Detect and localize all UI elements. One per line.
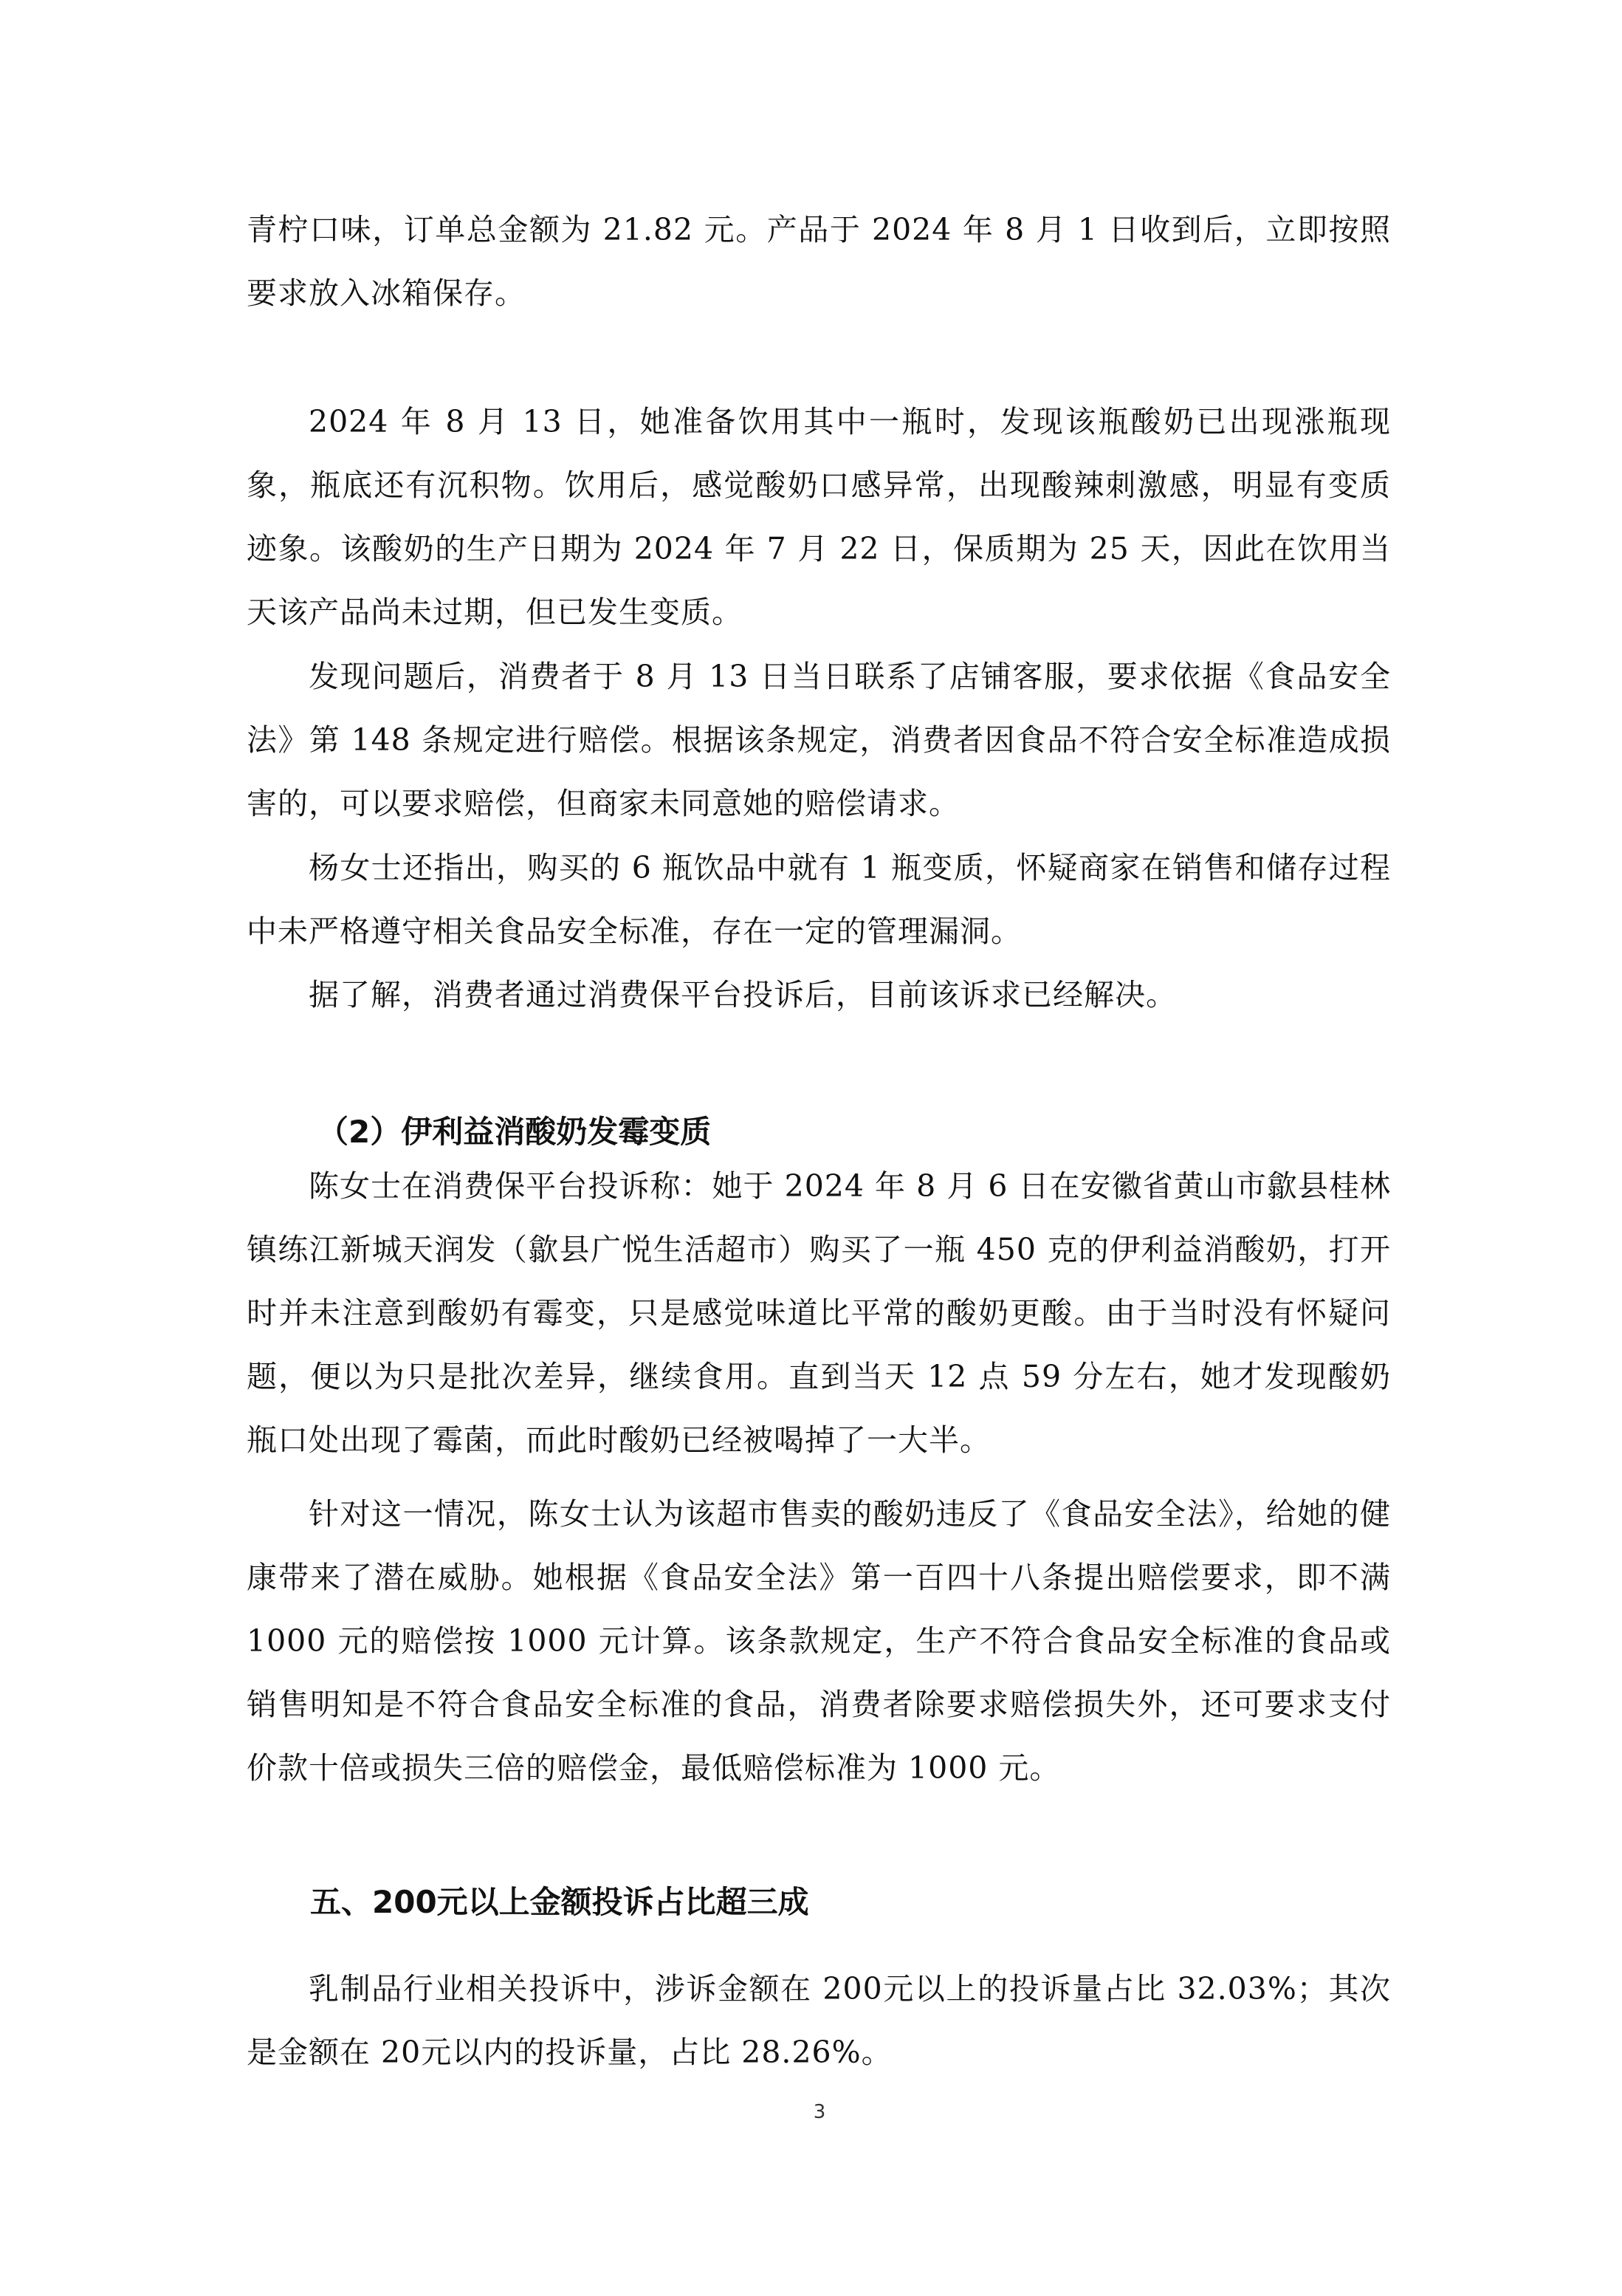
paragraph-compensation-request: 发现问题后，消费者于 8 月 13 日当日联系了店铺客服，要求依据《食品安全法》第 148 条规定进行赔偿。根据该条规定，消费者因食品不符合安全标准造成损害的，可以要求赔偿，但商家未同意她的赔偿请求。	[247, 659, 1391, 821]
page-number: 3	[813, 2101, 826, 2123]
paragraph-merchant-doubt: 杨女士还指出，购买的 6 瓶饮品中就有 1 瓶变质，怀疑商家在销售和储存过程中未严格遵守相关食品安全标准，存在一定的管理漏洞。	[247, 850, 1391, 949]
paragraph-amount-statistics: 乳制品行业相关投诉中，涉诉金额在 200元以上的投诉量占比 32.03%；其次是金额在 20元以内的投诉量，占比 28.26%。	[247, 1971, 1391, 2070]
paragraph-resolution: 据了解，消费者通过消费保平台投诉后，目前该诉求已经解决。	[309, 977, 1177, 1012]
paragraph-legal-basis: 针对这一情况，陈女士认为该超市售卖的酸奶违反了《食品安全法》，给她的健康带来了潜在威胁。她根据《食品安全法》第一百四十八条提出赔偿要求，即不满 1000 元的赔偿按 1000 元计算。该条款规定，生产不符合食品安全标准的食品或销售明知是不符合食品安全标准的食品，消费者除要求赔偿损失外，还可要求支付价款十倍或损失三倍的赔偿金，最低赔偿标准为 1000 元。	[247, 1496, 1391, 1786]
paragraph-order-summary: 青柠口味，订单总金额为 21.82 元。产品于 2024 年 8 月 1 日收到后，立即按照要求放入冰箱保存。	[247, 212, 1391, 311]
section-heading-amount-share: 五、200元以上金额投诉占比超三成	[310, 1884, 809, 1920]
paragraph-spoilage-discovery: 2024 年 8 月 13 日，她准备饮用其中一瓶时，发现该瓶酸奶已出现涨瓶现象，瓶底还有沉积物。饮用后，感觉酸奶口感异常，出现酸辣刺激感，明显有变质迹象。该酸奶的生产日期为 2024 年 7 月 22 日，保质期为 25 天，因此在饮用当天该产品尚未过期，但已发生变质。	[247, 404, 1391, 630]
case-heading-yili-yoghurt: （2）伊利益消酸奶发霉变质	[317, 1114, 712, 1150]
paragraph-chen-complaint: 陈女士在消费保平台投诉称：她于 2024 年 8 月 6 日在安徽省黄山市歙县桂林镇练江新城天润发（歙县广悦生活超市）购买了一瓶 450 克的伊利益消酸奶，打开时并未注意到酸奶有霉变，只是感觉味道比平常的酸奶更酸。由于当时没有怀疑问题，便以为只是批次差异，继续食用。直到当天 12 点 59 分左右，她才发现酸奶瓶口处出现了霉菌，而此时酸奶已经被喝掉了一大半。	[247, 1168, 1391, 1458]
